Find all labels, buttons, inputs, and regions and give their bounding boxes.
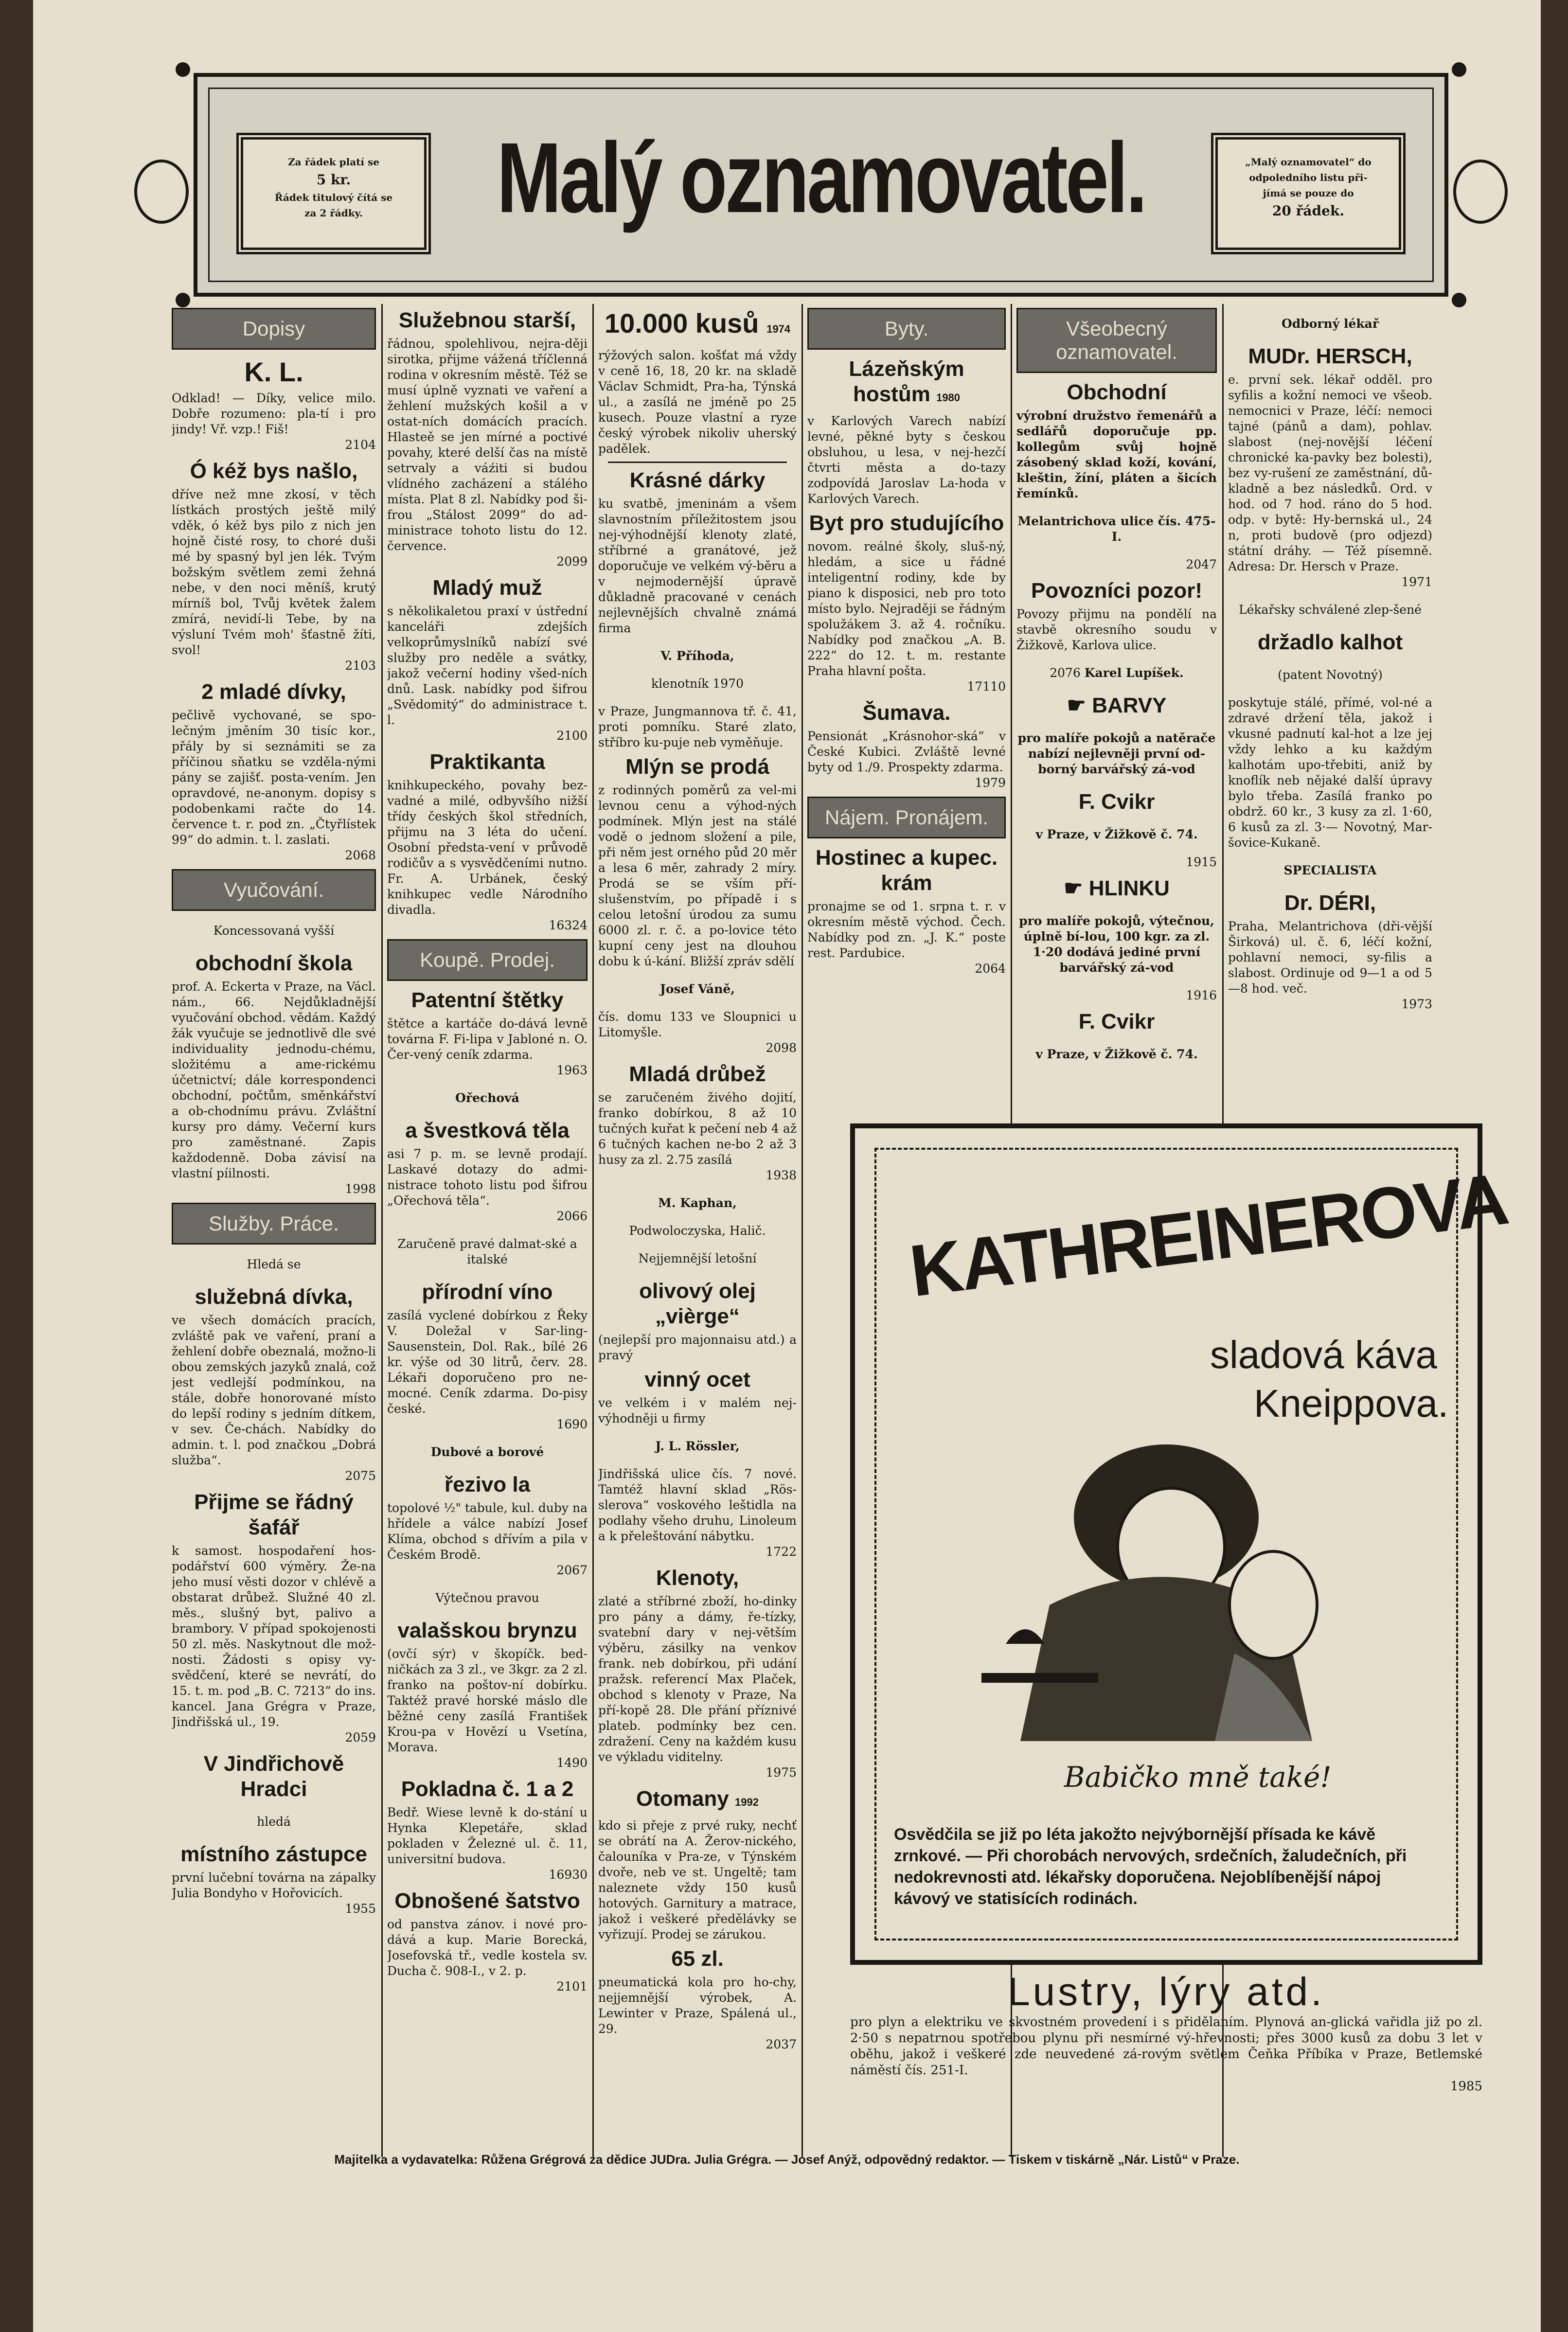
ad-body: (nejlepší pro majonnaisu atd.) a pravý (598, 1333, 797, 1362)
ad-number: 2099 (556, 554, 588, 569)
ad-heading: Obchodní (1067, 380, 1167, 404)
ad-heading-text: 10.000 kusů (604, 308, 759, 338)
ad-side-number: 1992 (734, 1796, 759, 1808)
section-byty: Byty. (807, 308, 1006, 350)
ad-heading: MUDr. HERSCH, (1248, 344, 1412, 368)
corner-bolt-icon (1449, 60, 1469, 79)
column-2 (387, 304, 588, 2157)
ad-body: od panstva zánov. i nové pro-dává a kup. Marie Borecká, Josefovská tř., vedle kostela sv. Ducha č. 908-I., v 2. p. (387, 1917, 588, 1978)
ad-number: 2037 (766, 2037, 797, 2051)
ad-heading: Přijme se řádný šafář (194, 1490, 354, 1539)
ad-body: knihkupeckého, povahy bez-vadné a milé, odbyvšího nižší třídy českých škol středních, přijmu na 3 léta do učení. Osobní předsta-vení v průvodě rodičův a s vysvědčeními nutno. Fr. A. Urbánek, český knihkupec vedle Národního divadla. (387, 778, 588, 917)
column-4 (807, 304, 1006, 1116)
ad-body: rýžových salon. košťat má vždy v ceně 16, 18, 20 kr. na skladě Václav Schmidt, Pra-ha, Týnská ul., a zasílá ne jméně po 25 kusech. Pouze vlastní a ryze český výrobek nikoliv uherský padělek. (598, 348, 797, 456)
ad-body: Jindřišská ulice čís. 7 nové. Tamtéž hlavní sklad „Rös-slerova“ voskového leštidla na podlahy všeho druhu, Linoleum a k přeleštování nábytku. (598, 1467, 797, 1543)
ad-heading-text: BARVY (1092, 694, 1167, 717)
ad-body: se zaručeném živého dojití, franko dobírkou, 8 až 10 tučných kuřat k pečení neb 4 až 6 tučných kachen ne-bo 2 až 3 husy za zl. 2.75 zasílá (598, 1090, 797, 1167)
ad-heading: K. L. (244, 356, 303, 387)
ad-number: 2098 (766, 1041, 797, 1055)
ad-body: Odklad! — Díky, velice milo. Dobře rozumeno: pla-tí i pro jindy! Vř. vzp.! Fiš! (172, 391, 376, 436)
ad-number: 2068 (345, 848, 376, 862)
corner-bolt-icon (1449, 290, 1469, 310)
ad-body: pro malíře pokojů a natěrače nabízí nejlevněji první od-borný barvářský zá-vod (1017, 731, 1216, 776)
ad-body: ve velkém i v malém nej-výhodněji u firmy (598, 1396, 797, 1425)
ad-heading (807, 356, 1006, 410)
ad-number: 1916 (1186, 988, 1217, 1002)
section-koupe: Koupě. Prodej. (387, 939, 588, 981)
ad-body: pečlivě vychované, se spo-lečným jměním 30 tisíc kor., přály by si seznámiti se za příčinou sňatku se vzděla-nými pány se zajišť. posta-vením. Jen opravdové, ne-anonym. dopisy s podobenkami račte do 14. července t. r. pod zn. „Čtyřlístek 99“ do admin. t. l. zaslati. (172, 708, 376, 847)
ad-number: 2066 (556, 1209, 588, 1223)
ad-heading: Obnošené šatstvo (394, 1889, 580, 1913)
ad-heading: Povozníci pozor! (1031, 579, 1202, 603)
ad-body: (ovčí sýr) v škopíčk. bed-ničkách za 3 zl., ve 3kgr. za 2 zl. franko na poštov-ní dobírku. Taktéž pravé horské máslo dle běžné ceny zasílá František Krou-pa v Hovězí u Vsetína, Morava. (387, 1647, 588, 1754)
ad-heading: Mladý muž (432, 576, 542, 600)
column-rule (802, 304, 803, 2157)
ad-heading: Dr. DÉRI, (1284, 891, 1376, 915)
ad-number: 1973 (1401, 997, 1432, 1011)
ad-body: pro malíře pokojů, výtečnou, úplně bí-lou, 100 kgr. za zl. 1·20 dodává jediné první barvářský zá-vod (1019, 914, 1214, 975)
ad-body: poskytuje stálé, přímé, vol-né a zdravé držení těla, jakož i vkusné padnutí kal-hot a lze jej vždy lehko a ku každým kalhotám upo-třebiti, aniž by knoflík neb nějaké další úpravy bylo třeba. Zasílá franko po obdrž. 60 kr., 3 kusy za zl. 1·60, 6 kusů za zl. 3·— Novotný, Mar-šovice-Kukaně. (1228, 695, 1432, 850)
ad-body: v Praze, v Žižkově č. 74. (1035, 827, 1198, 841)
ad-heading (598, 1786, 797, 1815)
ad-side-number: 1980 (936, 392, 961, 404)
ad-heading (1016, 876, 1217, 901)
ad-body: z rodinných poměrů za vel-mi levnou cenu a výhod-ných podmínek. Mlýn jest na stálé vodě o jednom složení a pile, při něm jest orného půd 20 měr a lesa 6 měr, zahrady 2 míry. Prodá se se vším pří-slušenstvím, po případě i s celou letošní úrodou za sumu 6000 zl. r. č. a po-lovice této kupní ceny jest na dlouhou dobu k ú-kání. Bližší zpráv sdělí (598, 783, 797, 968)
ad-heading: Praktikanta (429, 750, 545, 774)
ad-number: 16324 (549, 918, 588, 932)
ad-number: 1722 (766, 1545, 797, 1559)
ad-body: pro plyn a elektriku ve skvostném provedení i s přidělaním. Plynová an-glická vařidla již po zl. 2·50 s nepatrnou spotřebou plynu při nesmírné vý-hřevnosti; přes 3000 kusů za dobu 3 let v oběhu, jakož i veškeré zde neuvedené zá-rovým světlem Čeňka Příbíka v Praze, Betlemské náměstí čís. 251-I. (850, 2015, 1482, 2078)
ad-signature: V. Příhoda, (660, 649, 734, 663)
ad-preheading: Nejjemnější letošní (638, 1251, 757, 1265)
ad-heading: řezivo la (444, 1473, 531, 1496)
ad-body: zlaté a stříbrné zboží, ho-dinky pro pány a dámy, ře-tízky, svatební dary v nej-větším výběru, zásilky na venkov frank. neb dobírkou, při udání pražsk. referencí Max Plaček, obchod s klenoty v Praze, Na pří-kopě 28. Dle přání příznivé plateb. podmínky bez cen. zdražení. Ceny na každém kusu ve výkladu viditelny. (598, 1594, 797, 1764)
pointing-hand-icon: ☛ (1064, 876, 1089, 900)
ad-preheading: Koncessovaná vyšší (213, 924, 335, 938)
ad-number: 1915 (1186, 855, 1217, 869)
corner-bolt-icon (173, 60, 193, 79)
ad-number: 1985 (1450, 2079, 1482, 2094)
ad-number: 2104 (345, 438, 376, 452)
ad-preheading: Výtečnou pravou (435, 1591, 539, 1605)
ad-heading: 65 zl. (671, 1947, 724, 1971)
scroll-ornament-icon (134, 160, 189, 224)
price-line: Za řádek platí se (288, 156, 379, 168)
ad-body: Podwoloczyska, Halič. (629, 1224, 766, 1238)
ad-body: ku svatbě, jmeninám a všem slavnostním příležitostem jsou nej-výhodnější klenoty zlaté, stříbrné a granátové, jež doporučuje ve velkém vý-běru a v nejmodernější úpravě důkladně pracované v cenách nejlevnějších chvalně známá firma (598, 497, 797, 635)
ad-preheading: Odborný lékař (1281, 317, 1379, 331)
ad-heading (598, 308, 797, 345)
ad-body: pronajme se od 1. srpna t. r. v okresním městě východ. Čech. Nabídky pod zn. „J. K.“ poste rest. Pardubice. (807, 899, 1006, 960)
ad-preheading: Hledá se (247, 1257, 301, 1271)
ad-number: 2101 (556, 1979, 588, 1994)
ad-heading: V Jindřichově Hradci (203, 1752, 344, 1801)
ad-signature-sub (598, 676, 797, 692)
column-3 (598, 304, 797, 2157)
ad-number: 1490 (556, 1756, 588, 1770)
ad-number: 2075 (345, 1469, 376, 1483)
ad-address: Melantrichova ulice čís. 475-I. (1017, 514, 1216, 544)
deadline-line: jímá se pouze do (1263, 187, 1354, 199)
advert-caption: Babičko mně také! (1064, 1761, 1332, 1794)
ad-number: 1963 (556, 1063, 588, 1077)
ad-number: 2067 (556, 1563, 588, 1577)
ad-number: 1970 (713, 676, 744, 691)
ad-heading-text: Otomany (636, 1787, 729, 1811)
ad-subheading: (patent Novotný) (1278, 668, 1383, 682)
ad-signature: Josef Váně, (659, 982, 735, 996)
deadline-line: odpoledního listu při- (1249, 172, 1368, 183)
ad-number: 2076 (1050, 666, 1081, 680)
section-najem: Nájem. Pronájem. (807, 797, 1006, 838)
column-1 (172, 304, 376, 2157)
ad-signature: F. Cvikr (1078, 1010, 1155, 1033)
ad-signature: M. Kaphan, (658, 1196, 737, 1210)
masthead-banner (194, 73, 1448, 297)
ad-body: Bedř. Wiese levně k do-stání u Hynka Klepetáře, sklad pokladen v Železné ul. č. 11, universitní budova. (387, 1805, 588, 1866)
ad-heading: místního zástupce (180, 1842, 367, 1866)
ad-body: řádnou, spolehlivou, nejra-ději sirotka, přijme vážená tříčlenná rodina v okresním městě. Též se musí úplně vyznati ve vaření a žehlení mužských košil a v ostat-ních domácích pracích. Hlasteě se jen mírné a poctivé povahy, které delší čas na místě setrvaly a váźiti si budou vlídného zacházení a stálého místa. Plat 8 zl. Nabídky pod ši-frou „Stálost 2099“ do ad-ministrace tohoto listu do 12. července. (387, 337, 588, 553)
ad-body: pneumatická kola pro ho-chy, nejjemnější výrobek, A. Lewinter v Praze, Spálená ul., 29. (598, 1975, 797, 2036)
ad-body: ve všech domácích pracích, zvláště pak ve vaření, praní a žehlení dobře obeznalá, možno-li obou zemských jazyků znalá, což jest vedlejší podmínkou, na stále, dobře honorované místo do lepší rodiny s jedním dítkem, v sev. Če-chách. Nabídky do admin. t. l. pod značkou „Dobrá služba“. (172, 1313, 376, 1467)
advert-title: KATHREINEROVA (905, 1157, 1512, 1312)
ad-body: zasílá vyclené dobírkou z Řeky V. Doležal v Sar-ling-Sausenstein, Dol. Rak., bílé 26 kr. výše od 30 litrů, červ. 28. Lékaři doporučeno pro ne-mocné. Ceník zdarma. Do-pisy české. (387, 1308, 588, 1416)
ad-heading: přírodní víno (422, 1280, 553, 1304)
lustry-advert (850, 1970, 1482, 2101)
deadline-line: „Malý oznamovatel“ do (1245, 156, 1372, 168)
ad-heading: Služebnou starší, (398, 308, 576, 332)
ad-body: Povozy přijmu na pondělí na stavbě okresního soudu v Žižkově, Karlova ulice. (1016, 607, 1217, 652)
ad-heading: valašskou brynzu (397, 1619, 577, 1642)
column-5 (1016, 304, 1217, 1116)
ad-preheading: Ořechová (455, 1091, 519, 1105)
ad-body: čís. domu 133 ve Sloupnici u Litomyšle. (598, 1010, 797, 1039)
separator (608, 462, 787, 463)
advert-subtitle: Kneippova. (1254, 1382, 1449, 1425)
ad-heading: olivový olej „vièrge“ (639, 1279, 756, 1328)
ad-heading: Hostinec a kupec. krám (815, 846, 998, 895)
ad-body: e. první sek. lékař odděl. pro syfilis a kožní nemoci ve všeob. nemocnici v Praze, léčí: nemoci tajné (pánů a dam), pohlav. slabost (nej-novější léčení chronické ka-pavky bez bolesti), bez vy-rušení ze zaměstnání, dů-kladně a bez následků. Ord. v hod. od 7 hod. ráno do 5 hod. odp. v bytě: Hy-bernská ul., 24 n, proti budově (pro odjezd) státní dráhy. — Též písemně. Adresa: Dr. Hersch v Praze. (1228, 373, 1432, 573)
ad-signature: F. Cvikr (1078, 790, 1155, 814)
deadline-line: 20 řádek. (1272, 203, 1345, 219)
ad-body: první lučební továrna na zápalky Julia Bondyho v Hořovicích. (172, 1870, 376, 1900)
ad-number: 2064 (975, 961, 1006, 976)
ad-body: novom. reálné školy, sluš-ný, hledám, a sice u řádné inteligentní rodiny, kde by piano k disposici, neb pro toto místo bylo. Nejraději se řádným spolužákem 3. až 4. ročníku. Nabídky pod značkou „A. B. 222“ do 12. t. m. restante Praha hlavní pošta. (807, 539, 1006, 678)
ad-number: 17110 (967, 679, 1006, 694)
price-line: za 2 řádky. (304, 207, 363, 219)
advert-subtitle: sladová káva (1210, 1333, 1437, 1376)
ad-signature-name: Karel Lupíšek. (1084, 666, 1184, 680)
pointing-hand-icon: ☛ (1067, 694, 1092, 717)
price-line: Řádek titulový čítá se (274, 192, 393, 203)
column-rule (381, 304, 383, 2157)
ad-heading: držadlo kalhot (1257, 630, 1403, 654)
ad-number: 2100 (556, 729, 588, 743)
ad-body: dříve než mne zkosí, v těch lístkách prostých ještě milý vděk, ó kéž bys pilo z nich jen hojně čisté rosy, to choré duši mé by spasný byl jen lék. Tvým božským světlem zemi žehná nebe, v den noci měníš, krutý mírníš bol, Tvůj květek žalem zmírá, nevidí-li Tebe, by na výsluní Tvém moh' šťastně žíti, svol! (172, 487, 376, 657)
ad-heading: vinný ocet (644, 1368, 750, 1391)
ad-number: 1975 (766, 1765, 797, 1780)
kathreiner-advert (850, 1123, 1512, 1965)
ad-heading: Klenoty, (656, 1566, 739, 1590)
ad-heading: a švestková těla (405, 1119, 570, 1142)
advert-text: Osvědčila se již po léta jakožto nejvýbornější přísada ke kávě zrnkové. — Při chorobách nervových, srdečních, žaludečních, při nedokrevnosti atd. lékařsky doporučena. Nejoblíbenější nápoj kávový ve statisících rodinách. (894, 1825, 1407, 1908)
section-vyucovani: Vyučování. (172, 869, 376, 911)
ad-body: k samost. hospodaření hos-podářství 600 výměry. Že-na jeho musí věsti dozor v chlévě a obstarat drůbež. Služné 40 zl. měs., slušný byt, palivo a brambory. V případ spokojenosti 50 zl. měs. Naskytnout dle mož-nosti. Žádosti s opisy vy-svědčení, které se nevrátí, do 15. t. m. pod „B. C. 7213“ do ins. kancel. Jana Grégra v Praze, Jindřišská ul., 19. (172, 1544, 376, 1729)
ad-signature-role: klenotník (651, 676, 709, 691)
ad-body: Praha, Melantrichova (dři-vější Širková) ul. č. 6, léčí kožní, pohlavní nemoci, sy-filis a slabost. Ordinuje od 9—1 a od 5—8 hod. več. (1228, 919, 1432, 996)
ad-number: 2047 (1186, 557, 1217, 571)
section-vseobecny: Všeobecný oznamovatel. (1016, 308, 1217, 373)
page-title: Malý oznamovatel. (497, 122, 1145, 233)
ad-heading: Mlýn se prodá (625, 755, 769, 779)
ad-signature (1016, 665, 1217, 681)
ad-number: 1955 (345, 1902, 376, 1916)
ad-preheading: SPECIALISTA (1283, 863, 1377, 877)
ad-body: Pensionát „Krásnohor-ská“ v České Kubici. Zvláště levné byty od 1./9. Prospekty zdarma. (807, 729, 1006, 774)
ad-heading: Krásné dárky (629, 468, 766, 492)
ad-number: 1690 (556, 1417, 588, 1431)
ad-heading: 2 mladé dívky, (201, 680, 346, 704)
ad-heading: Mladá drůbež (629, 1062, 766, 1086)
ad-body: prof. A. Eckerta v Praze, na Václ. nám., 66. Nejdůkladnější vyučování obchod. vědám. Každý žák vyučuje se jednotlivě dle své individuality jednodu-chému, složitému a ame-rickému účetnictví; dále korrespondenci obchodní, počtům, směnkářství a ob-chodnímu právu. Zvláštní kursy pro dámy. Večerní kurs pro zaměstnané. Zapis každodenně. Doba závisí na vlastní píilnosti. (172, 979, 376, 1180)
ad-signature: J. L. Rössler, (655, 1439, 740, 1453)
scroll-ornament-icon (1453, 160, 1508, 224)
ad-body: kdo si přeje z prvé ruky, nechť se obrátí na A. Žerov-nického, čalouníka v Pra-ze, v Týnském dvoře, neb ve st. Ungeltě; tam naleznete vždy 150 kusů hotových. Garnitury a matrace, jakož i veškeré předělávky se vyřizují. Prodej se zárukou. (598, 1818, 797, 1941)
ad-number: 1979 (975, 776, 1006, 790)
ad-heading: Byt pro studujícího (809, 511, 1004, 535)
ad-number: 2103 (345, 659, 376, 673)
ad-body: topolové ½" tabule, kul. duby na hřídele a válce nabízí Josef Klíma, obchod s dřívím a pila v Českém Brodě. (387, 1501, 588, 1562)
ad-body: v Karlových Varech nabízí levné, pěkné byty s českou obsluhou, u lesa, v nej-hezčí čtvrti města a do-tazy zodpovídá Jaroslav La-hoda v Karlových Varech. (807, 414, 1006, 506)
ad-body: v Praze, Jungmannova tř. č. 41, proti pomníku. Staré zlato, stříbro ku-puje neb vyměňuje. (598, 704, 797, 749)
ad-number: 2059 (345, 1730, 376, 1745)
ad-heading: Ó kéž bys našlo, (190, 459, 358, 483)
ad-body: výrobní družstvo řemenářů a sedlářů doporučuje pp. kollegům svůj hojně zásobený sklad koží, kování, kleštin, žíní, pláten a šicích řemínků. (1016, 409, 1217, 500)
ad-preheading: Zaručeně pravé dalmat-ské a italské (397, 1237, 577, 1266)
ad-preheading: Dubové a borové (430, 1445, 544, 1459)
column-rule (592, 304, 594, 2157)
ad-body: asi 7 p. m. se levně prodají. Laskavé dotazy do admi-nistrace tohoto listu pod šifrou „Ořechová těla“. (387, 1147, 588, 1208)
ad-heading: Lustry, lýry atd. (1008, 1970, 1325, 2014)
ad-heading: Patentní štětky (411, 988, 564, 1012)
price-line: 5 kr. (316, 172, 351, 188)
newspaper-page (33, 0, 1541, 2332)
deadline-box (1211, 133, 1406, 254)
ad-heading: Šumava. (862, 701, 951, 725)
column-6 (1228, 304, 1432, 1116)
section-sluzby: Služby. Práce. (172, 1203, 376, 1245)
ad-heading: služebná dívka, (195, 1285, 353, 1309)
ad-number: 1998 (345, 1182, 376, 1196)
ad-preheading: hledá (257, 1815, 291, 1829)
ad-number: 16930 (549, 1868, 588, 1882)
ad-number: 1938 (766, 1168, 797, 1182)
ad-heading: obchodní škola (195, 951, 353, 975)
ad-heading (1016, 693, 1217, 718)
ad-number: 1971 (1401, 575, 1432, 589)
ad-body: s několikaletou praxí v ústřední kanceláři zdejších velkoprůmyslníků nabízí své služby pro neděle a svátky, jakož večerní hodiny všed-ních dnů. Lask. nabídky pod šifrou „Svědomitý“ do administrace t. l. (387, 604, 588, 727)
imprint: Majitelka a vydavatelka: Růžena Grégrová za dědice JUDra. Julia Grégra. — Josef Anýž, odpovědný redaktor. — Tiskem v tiskárně „Nár. Listů“ v Praze. (334, 2152, 1240, 2167)
section-dopisy: Dopisy (172, 308, 376, 350)
ad-heading-text: HLINKU (1088, 876, 1170, 900)
ad-body: v Praze, v Žižkově č. 74. (1035, 1047, 1198, 1061)
ad-body: štětce a kartáče do-dává levně továrna F. Fi-lipa v Jabloné n. O. Čer-vený ceník zdarma. (387, 1016, 588, 1062)
grandmother-child-illustration (962, 1401, 1361, 1751)
ad-heading: Pokladna č. 1 a 2 (401, 1777, 574, 1801)
ad-heading-text: Lázeňským hostům (849, 357, 964, 406)
ad-preheading: Lékařsky schválené zlep-šené (1239, 603, 1422, 617)
ad-side-number: 1974 (766, 323, 791, 335)
